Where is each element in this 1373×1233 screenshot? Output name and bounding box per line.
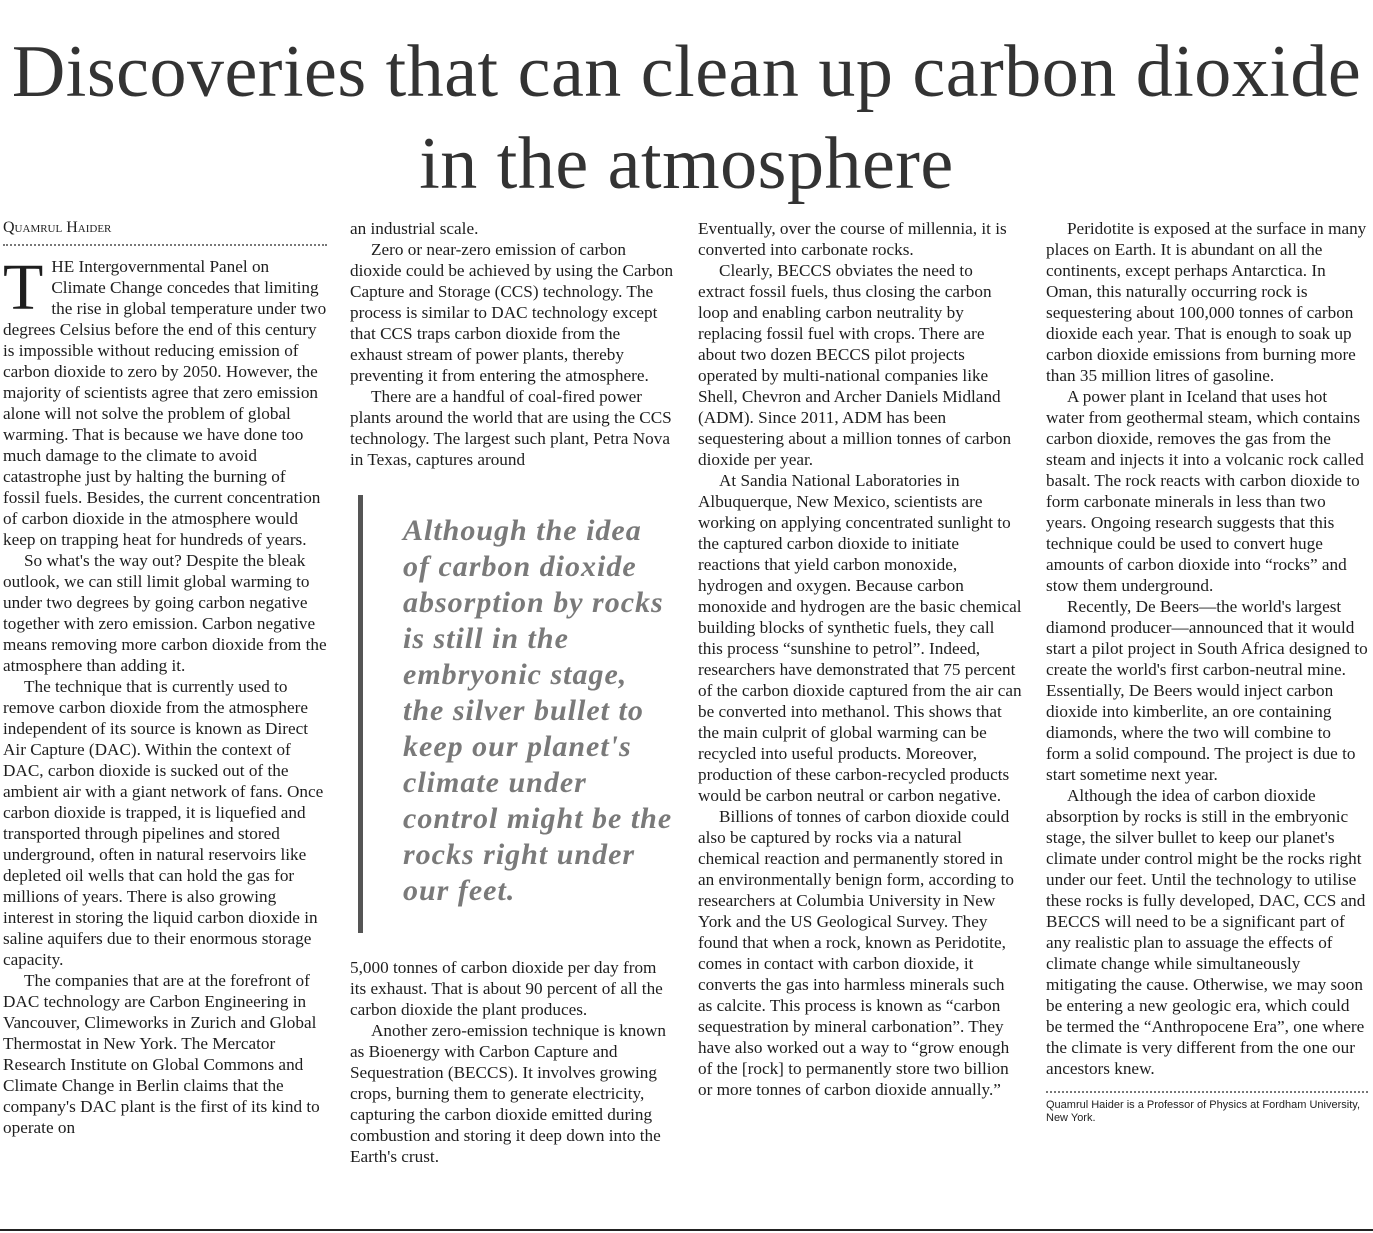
paragraph: Although the idea of carbon dioxide absorption by rocks is still in the embryonic stage, the silver bullet to keep our planet's climate under control might be the rocks right under our feet. Until the technology to utilise these rocks is fully developed, DAC, CCS and BECCS will need to be a significant part of any realistic plan to assuage the effects of climate change while simultaneously mitigating the cause. Otherwise, we may soon be entering a new geologic era, which could be termed the “Anthropocene Era”, one where the climate is very different from the one our ancestors knew.	[1046, 786, 1366, 1078]
pull-quote-text: Although the idea of carbon dioxide absorption by rocks is still in the embryonic stage, the silver bullet to keep our planet's climate under control might be the rocks right under our feet.	[403, 514, 673, 907]
paragraph: Clearly, BECCS obviates the need to extract fossil fuels, thus closing the carbon loop and enabling carbon neutrality by replacing fossil fuel with crops. There are about two dozen BECCS pilot projects operated by multi-national companies like Shell, Chevron and Archer Daniels Midland (ADM). Since 2011, ADM has been sequestering about a million tonnes of carbon dioxide per year.	[698, 261, 1012, 469]
paragraph: At Sandia National Laboratories in Albuquerque, New Mexico, scientists are working on applying concentrated sunlight to the captured carbon dioxide to initiate reactions that yield carbon monoxide, hydrogen and oxygen. Because carbon monoxide and hydrogen are the basic chemical building blocks of synthetic fuels, they call this process “sunshine to petrol”. Indeed, researchers have demonstrated that 75 percent of the carbon dioxide captured from the air can be converted into methanol. This shows that the main culprit of global warming can be recycled into useful products. Moreover, production of these carbon-recycled products would be carbon neutral or carbon negative.	[698, 471, 1022, 805]
paragraph: 5,000 tonnes of carbon dioxide per day from its exhaust. That is about 90 percent of all the carbon dioxide the plant produces.	[350, 958, 663, 1019]
paragraph: Recently, De Beers—the world's largest diamond producer—announced that it would start a pilot project in South Africa designed to create the world's first carbon-neutral mine. Essentially, De Beers would inject carbon dioxide into kimberlite, an ore containing diamonds, where the two will combine to form a solid compound. The project is due to start sometime next year.	[1046, 597, 1368, 784]
byline: Quamrul Haider	[3, 218, 327, 246]
paragraph: The technique that is currently used to remove carbon dioxide from the atmosphere independent of its source is known as Direct Air Capture (DAC). Within the context of DAC, carbon dioxide is sucked out of the ambient air with a giant network of fans. Once carbon dioxide is trapped, it is liquefied and transported through pipelines and stored underground, often in natural reservoirs like depleted oil wells that can hold the gas for millions of years. There is also growing interest in storing the liquid carbon dioxide in saline aquifers due to their enormous storage capacity.	[3, 677, 324, 969]
author-bio: Quamrul Haider is a Professor of Physics at Fordham University, New York.	[1046, 1099, 1361, 1124]
author-bio-divider	[1046, 1091, 1368, 1125]
paragraph: The companies that are at the forefront of DAC technology are Carbon Engineering in Vancouver, Climeworks in Zurich and Global Thermostat in New York. The Mercator Research Institute on Global Commons and Climate Change in Berlin claims that the company's DAC plant is the first of its kind to operate on	[3, 971, 320, 1137]
drop-cap: T	[3, 251, 44, 324]
paragraph: an industrial scale.	[350, 219, 479, 238]
column-4	[1046, 218, 1368, 1125]
paragraph: A power plant in Iceland that uses hot water from geothermal steam, which contains carbon dioxide, removes the gas from the steam and injects it into a volcanic rock called basalt. The rock reacts with carbon dioxide to form carbonate minerals in less than two years. Ongoing research suggests that this technique could be used to convert huge amounts of carbon dioxide into “rocks” and stow them underground.	[1046, 387, 1364, 595]
paragraph: Zero or near-zero emission of carbon dioxide could be achieved by using the Carbon Capture and Storage (CCS) technology. The process is similar to DAC technology except that CCS traps carbon dioxide from the exhaust stream of power plants, thereby preventing it from entering the atmosphere.	[350, 240, 674, 385]
paragraph: Billions of tonnes of carbon dioxide could also be captured by rocks via a natural chemical reaction and permanently stored in an environmentally benign form, according to researchers at Columbia University in New York and the US Geological Survey. They found that when a rock, known as Peridotite, comes in contact with carbon dioxide, it converts the gas into harmless minerals such as calcite. This process is known as “carbon sequestration by mineral carbonation”. They have also worked out a way to “grow enough of the [rock] to permanently store two billion or more tonnes of carbon dioxide annually.”	[698, 807, 1014, 1099]
paragraph: Eventually, over the course of millennia, it is converted into carbonate rocks.	[698, 219, 1007, 259]
paragraph: THE Intergovernmental Panel on Climate Change concedes that limiting the rise in global temperature under two degrees Celsius before the end of this century is impossible without reducing emission of carbon dioxide to zero by 2050. However, the majority of scientists agree that zero emission alone will not solve the problem of global warming. That is because we have done too much damage to the climate to avoid catastrophe just by halting the burning of fossil fuels. Besides, the current concentration of carbon dioxide in the atmosphere would keep on trapping heat for hundreds of years.	[3, 251, 327, 549]
paragraph: Peridotite is exposed at the surface in many places on Earth. It is abundant on all the continents, except perhaps Antarctica. In Oman, this naturally occurring rock is sequestering about 100,000 tonnes of carbon dioxide each year. That is enough to soak up carbon dioxide emissions from burning more than 35 million litres of gasoline.	[1046, 219, 1367, 385]
column-1	[3, 218, 327, 1138]
paragraph: There are a handful of coal-fired power plants around the world that are using the CCS technology. The largest such plant, Petra Nova in Texas, captures around	[350, 387, 672, 469]
bottom-rule	[0, 1229, 1373, 1231]
headline: Discoveries that can clean up carbon dioxide in the atmosphere	[11, 31, 1362, 205]
column-2	[350, 218, 674, 1167]
paragraph: So what's the way out? Despite the bleak outlook, we can still limit global warming to under two degrees by going carbon negative together with zero emission. Carbon negative means removing more carbon dioxide from the atmosphere than adding it.	[3, 551, 327, 675]
paragraph: Another zero-emission technique is known as Bioenergy with Carbon Capture and Sequestration (BECCS). It involves growing crops, burning them to generate electricity, capturing the carbon dioxide emitted during combustion and storing it deep down into the Earth's crust.	[350, 1021, 666, 1166]
pull-quote	[358, 495, 674, 933]
column-3	[698, 218, 1022, 1100]
